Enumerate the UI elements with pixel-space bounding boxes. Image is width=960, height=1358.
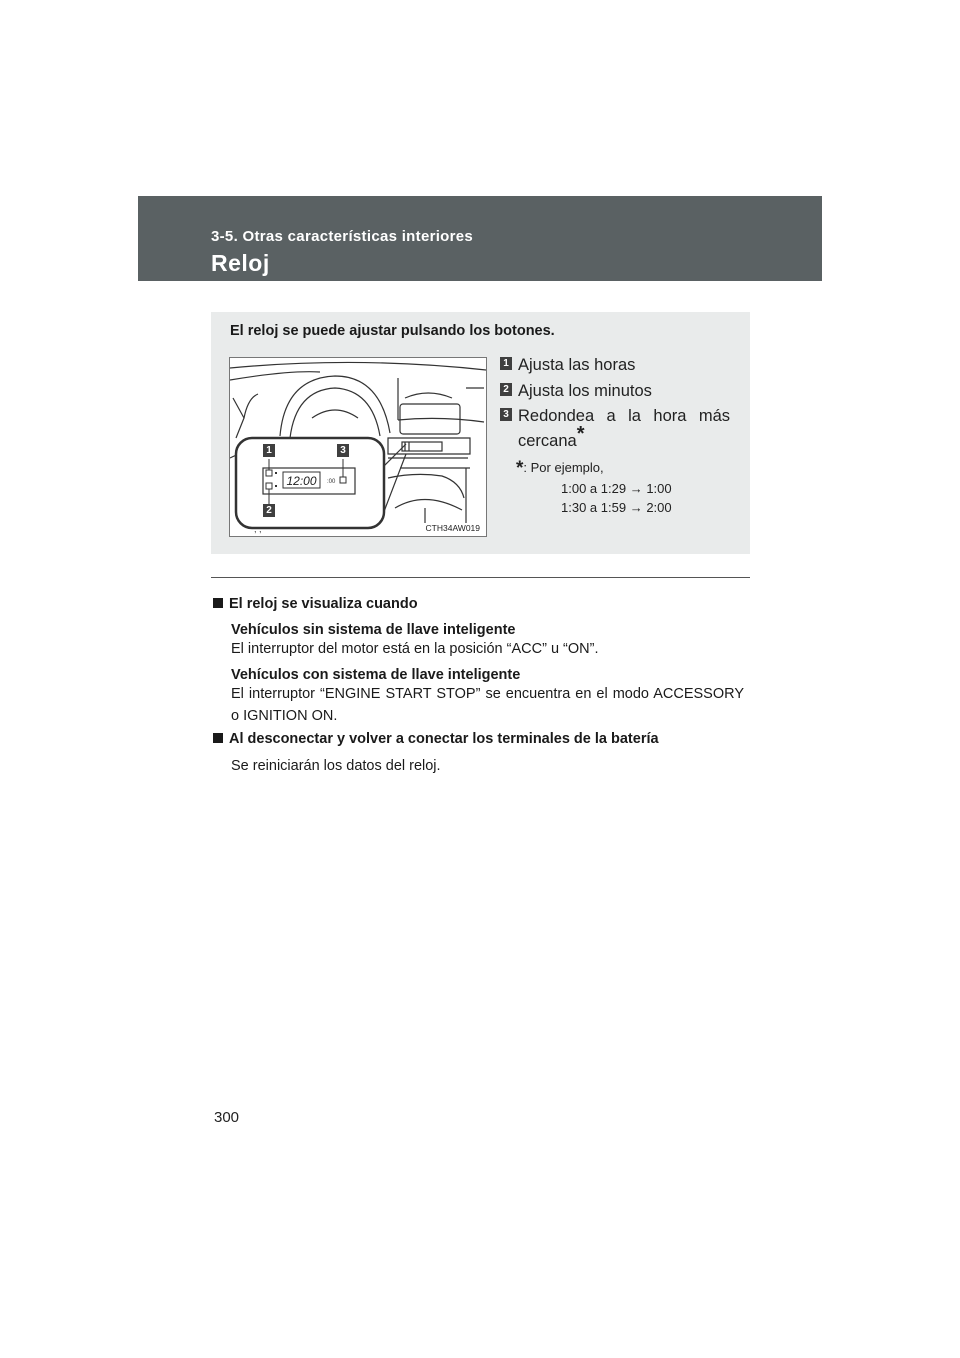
callout-1: 1 xyxy=(263,444,275,457)
dashboard-illustration xyxy=(229,357,487,537)
example-to: 2:00 xyxy=(646,500,672,515)
footnote-label: : Por ejemplo, xyxy=(523,460,604,475)
section-header-band xyxy=(138,196,822,281)
example-row-2 xyxy=(561,500,672,515)
page-title: Reloj xyxy=(211,250,270,276)
note-text-3: Se reiniciarán los datos del reloj. xyxy=(231,758,441,774)
divider xyxy=(211,577,750,578)
note-heading-text: El reloj se visualiza cuando xyxy=(229,596,418,612)
note-heading-text: Al desconectar y volver a conectar los terminales de la batería xyxy=(229,731,659,747)
step-number: 3 xyxy=(500,408,512,421)
square-bullet-icon xyxy=(213,733,223,743)
clock-display-time: 12:00 xyxy=(286,474,317,488)
callout-3: 3 xyxy=(337,444,349,457)
footnote xyxy=(516,458,604,480)
footnote-mark: * xyxy=(576,423,585,445)
callout-2: 2 xyxy=(263,504,275,517)
example-row-1 xyxy=(561,481,672,496)
step-number: 2 xyxy=(500,383,512,396)
arrow-icon: → xyxy=(629,500,643,515)
note-heading-1 xyxy=(213,596,744,612)
square-bullet-icon xyxy=(213,598,223,608)
note-subheading-2: Vehículos con sistema de llave inteligente xyxy=(231,667,521,683)
svg-text:, ,: , , xyxy=(254,524,262,534)
illustration-code: CTH34AW019 xyxy=(425,523,480,533)
step-text: Ajusta los minutos xyxy=(518,382,652,400)
note-heading-2 xyxy=(213,731,744,747)
step-text: Ajusta las horas xyxy=(518,356,636,374)
example-to: 1:00 xyxy=(646,481,672,496)
page-number: 300 xyxy=(214,1109,240,1126)
step-number: 1 xyxy=(500,357,512,370)
note-text-1: El interruptor del motor está en la posición “ACC” u “ON”. xyxy=(231,641,599,657)
svg-text::00: :00 xyxy=(327,479,336,485)
info-intro: El reloj se puede ajustar pulsando los botones. xyxy=(230,323,555,339)
note-subheading-1: Vehículos sin sistema de llave inteligente xyxy=(231,622,516,638)
example-from: 1:30 a 1:59 xyxy=(561,500,627,515)
section-label: 3-5. Otras características interiores xyxy=(211,228,474,245)
step-text-main: Redondea a la hora más cercana xyxy=(518,407,730,450)
info-box xyxy=(211,312,750,554)
example-from: 1:00 a 1:29 xyxy=(561,481,627,496)
note-text-2: El interruptor “ENGINE START STOP” se encuentra en el modo ACCESSORY o IGNITION ON. xyxy=(231,686,744,724)
arrow-icon: → xyxy=(629,481,643,496)
footnote-star: * xyxy=(516,458,524,479)
step-text xyxy=(518,404,730,454)
